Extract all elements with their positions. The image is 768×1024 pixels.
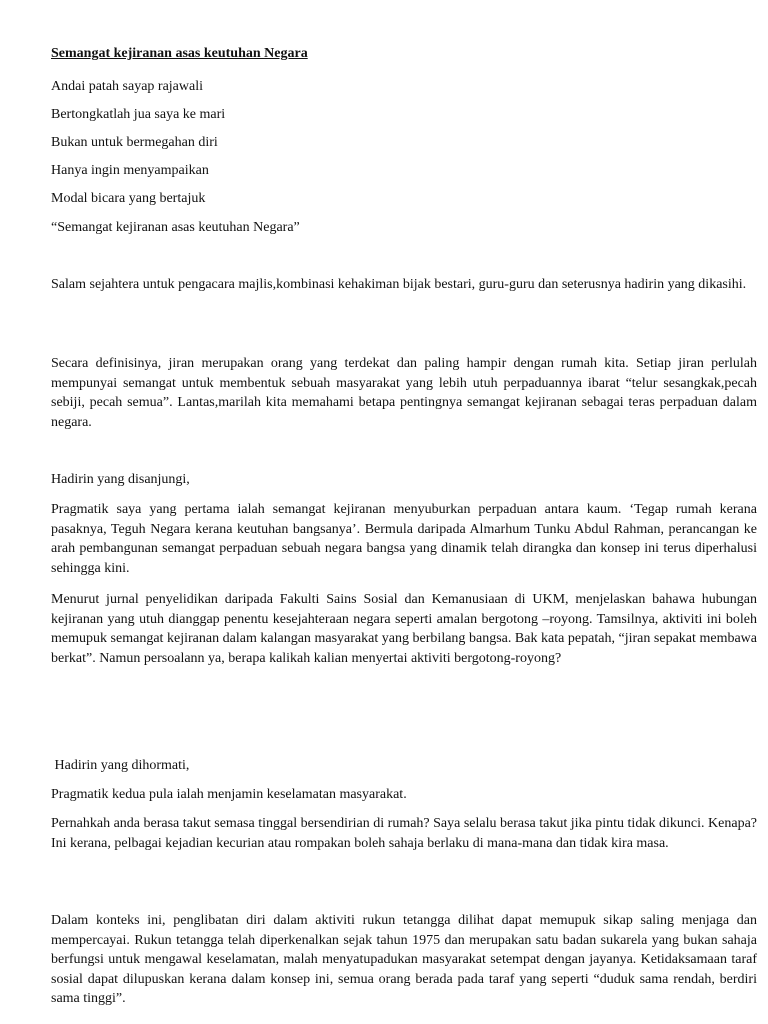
greeting-disanjungi: Hadirin yang disanjungi, [51, 472, 190, 487]
point-two-heading: Pragmatik kedua pula ialah menjamin keselamatan masyarakat. [51, 787, 407, 802]
poem-line-3: Bukan untuk bermegahan diri [51, 135, 218, 150]
poem-line-1: Andai patah sayap rajawali [51, 79, 203, 94]
point-one-journal-paragraph: Menurut jurnal penyelidikan daripada Fakulti Sains Sosial dan Kemanusiaan di UKM, menjelaskan bahawa hubungan kejiranan yang utuh dianggap penentu kesejahteraan negara seperti amalan bergotong –royong. Tamsilnya, aktiviti ini boleh memupuk semangat kejiranan dalam kalangan masyarakat yang berbilang bangsa. Bak kata pepatah, “jiran sepakat membawa berkat”. Namun persoalann ya, berapa kalikah kalian menyertai aktiviti bergotong-royong? [51, 592, 757, 666]
definition-paragraph: Secara definisinya, jiran merupakan orang yang terdekat dan paling hampir dengan rumah kita. Setiap jiran perlulah mempunyai semangat untuk membentuk sebuah masyarakat yang lebih utuh perpaduannya ibarat “telur sesangkak,pecah sebiji, pecah semua”. Lantas,marilah kita memahami betapa pentingnya semangat kejiranan sebagai teras perpaduan dalam negara. [51, 356, 757, 430]
point-two-question-paragraph: Pernahkah anda berasa takut semasa tinggal bersendirian di rumah? Saya selalu berasa takut jika pintu tidak dikunci. Kenapa? Ini kerana, pelbagai kejadian kecurian atau rompakan boleh sahaja berlaku di mana-mana dan tidak kira masa. [51, 816, 757, 851]
poem-line-2: Bertongkatlah jua saya ke mari [51, 107, 226, 122]
poem-line-6: “Semangat kejiranan asas keutuhan Negara” [51, 220, 300, 235]
salutation-paragraph: Salam sejahtera untuk pengacara majlis,kombinasi kehakiman bijak bestari, guru-guru dan seterusnya hadirin yang dikasihi. [51, 277, 747, 292]
poem-line-5: Modal bicara yang bertajuk [51, 191, 206, 206]
point-one-paragraph: Pragmatik saya yang pertama ialah semangat kejiranan menyuburkan perpaduan antara kaum. ‘Tegap rumah kerana pasaknya, Teguh Negara kerana keutuhan bangsanya’. Bermula daripada Almarhum Tunku Abdul Rahman, perancangan ke arah pembangunan semangat perpaduan sebuah negara bangsa yang dinamik telah dirangka dan konsep ini terus diperhalusi sehingga kini. [51, 502, 757, 576]
point-two-context-paragraph: Dalam konteks ini, penglibatan diri dalam aktiviti rukun tetangga dilihat dapat memupuk sikap saling menjaga dan mempercayai. Rukun tetangga telah diperkenalkan sejak tahun 1975 dan merupakan satu badan sukarela yang bukan sahaja berfungsi untuk mengawal keselamatan, malah menyatupadukan masyarakat setempat dengan jayanya. Ketidaksamaan taraf sosial dapat dilupuskan kerana dalam konsep ini, semua orang berada pada taraf yang seperti “duduk sama rendah, berdiri sama tinggi”. [51, 913, 757, 1006]
greeting-dihormati: Hadirin yang dihormati, [51, 758, 190, 773]
poem-line-4: Hanya ingin menyampaikan [51, 163, 209, 178]
document-title: Semangat kejiranan asas keutuhan Negara [51, 46, 308, 61]
